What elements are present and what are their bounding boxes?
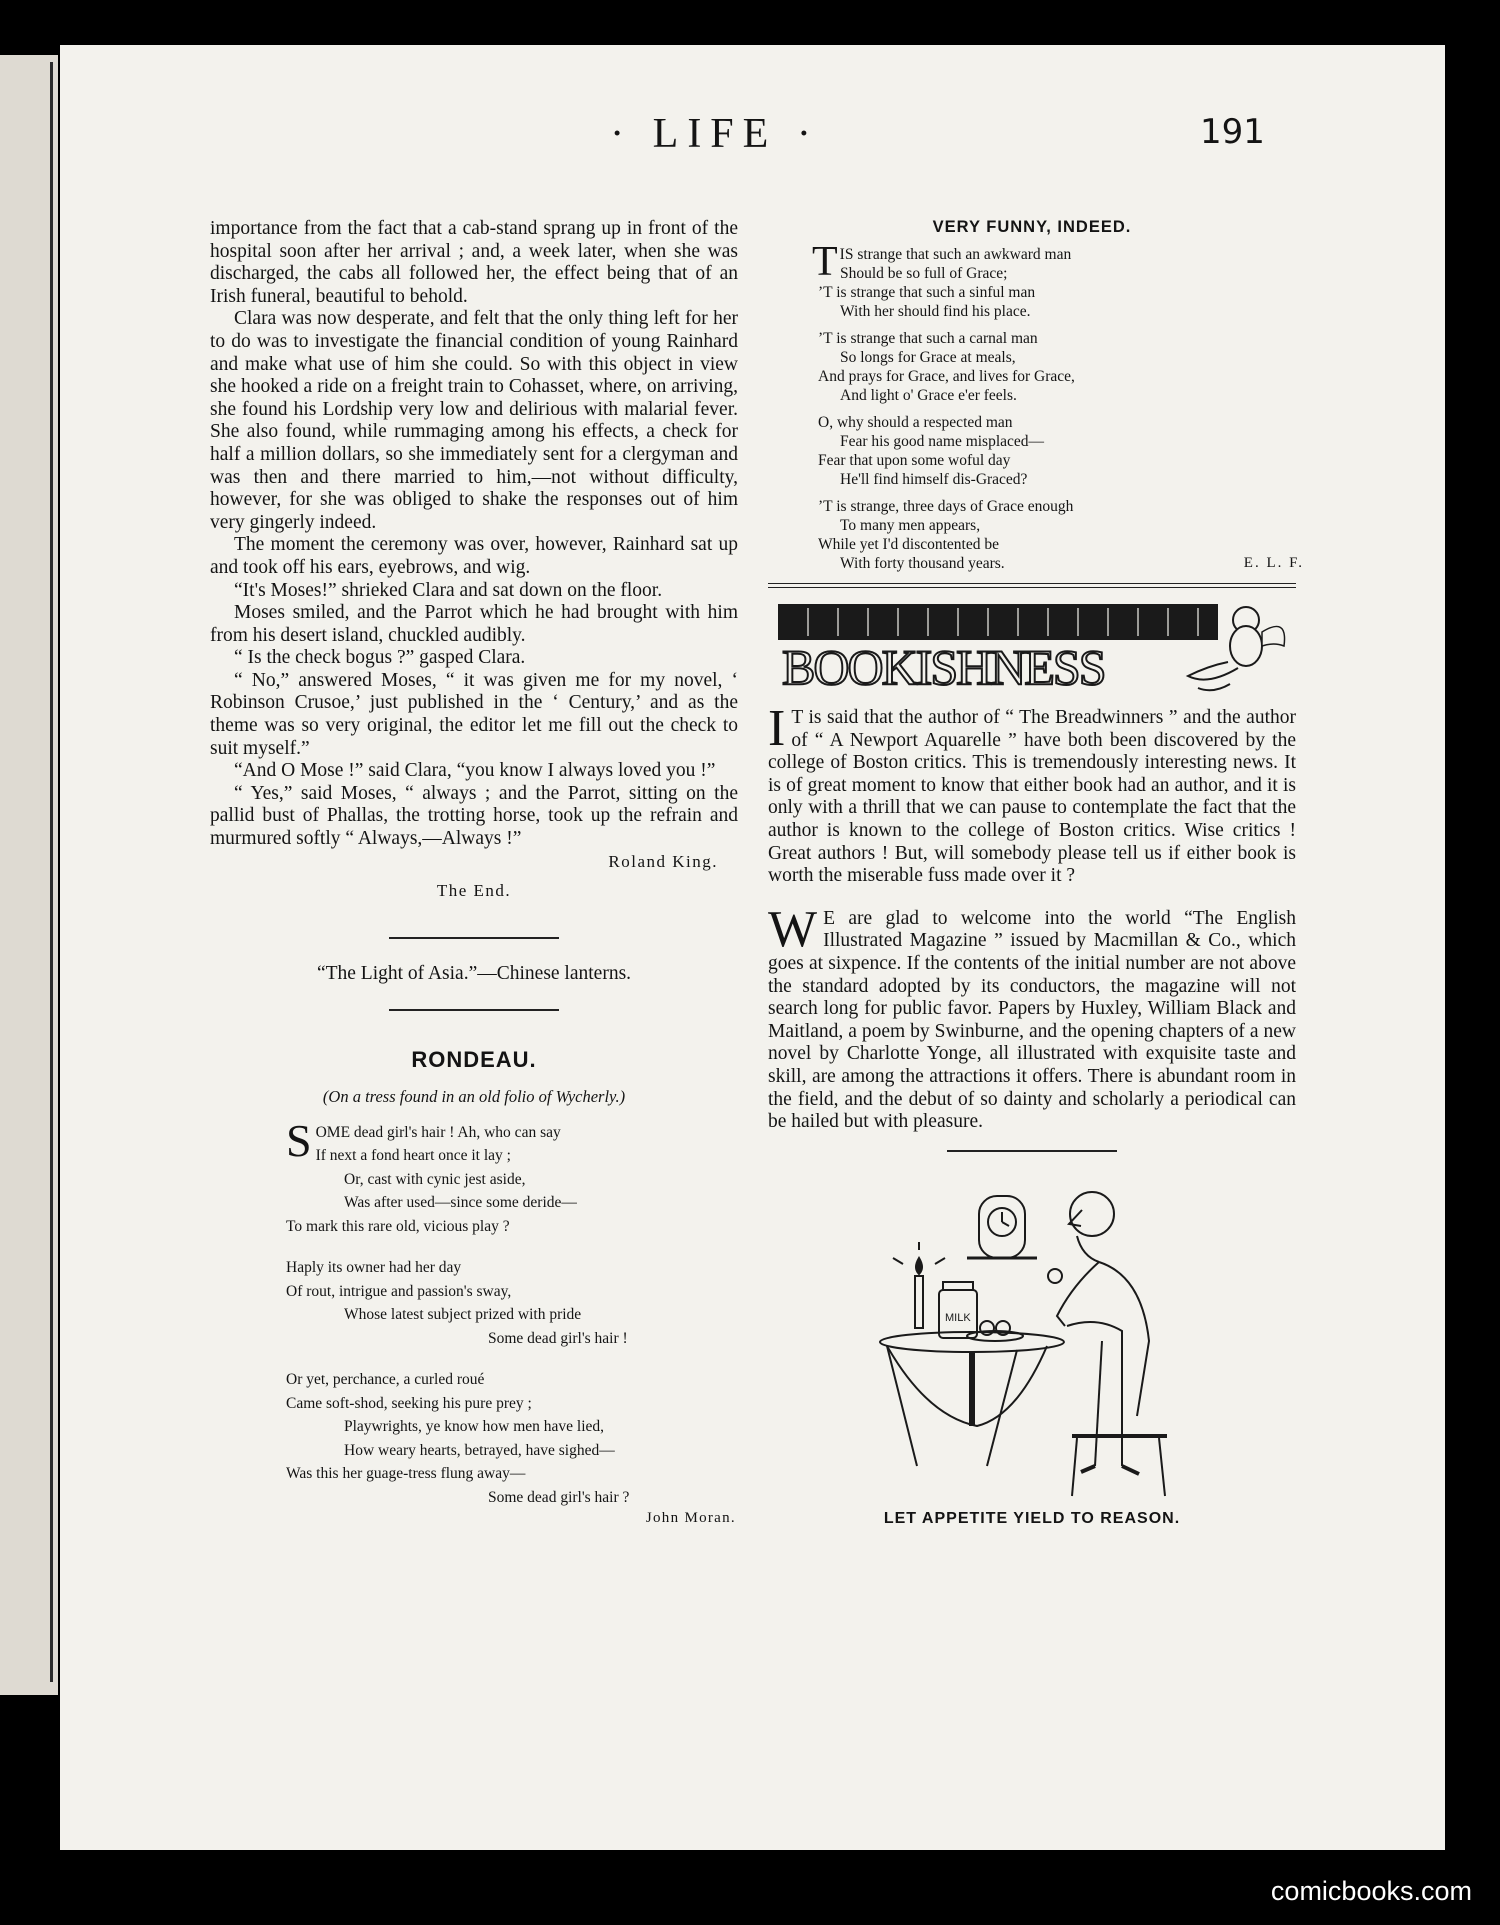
verse-line: Or, cast with cynic jest aside, (344, 1170, 526, 1188)
verse-line: With her should find his place. (840, 303, 1031, 320)
verse-line: ’T is strange that such a carnal man (818, 330, 1038, 347)
bookishness-paragraph (768, 900, 1296, 1134)
verse-line: OME dead girl's hair ! Ah, who can say (315, 1123, 561, 1141)
story-paragraph: Moses smiled, and the Parrot which he had brought with him from his desert island, chuckled audibly. (210, 602, 738, 646)
verse-line: Of rout, intrigue and passion's sway, (286, 1282, 512, 1300)
appetite-illustration (867, 1166, 1197, 1506)
verse-line: How weary hearts, betrayed, have sighed— (344, 1441, 615, 1459)
verse-line: IS strange that such an awkward man (839, 246, 1072, 263)
verse-line: And prays for Grace, and lives for Grace, (818, 368, 1075, 385)
verse-line: With forty thousand years. (840, 555, 1005, 572)
rondeau-subtitle-text: (On a tress found in an old folio of Wycherly.) (322, 1086, 626, 1106)
verse-line: Was after used—since some deride— (344, 1194, 577, 1212)
rondeau-author: John Moran. (645, 1510, 736, 1527)
story-paragraph: “ No,” answered Moses, “ it was given me for my novel, ‘ Robinson Crusoe,’ just published in the ‘ Century,’ and as the theme was so very original, the editor let me fill out the check to suit myself.” (210, 669, 738, 759)
verse-line: Haply its owner had her day (286, 1259, 462, 1277)
illustration-caption: LET APPETITE YIELD TO REASON. (883, 1509, 1181, 1527)
verse-line: ’T is strange, three days of Grace enough (818, 498, 1074, 515)
verse-line: Should be so full of Grace; (840, 265, 1008, 282)
divider-rule (947, 1150, 1117, 1152)
man-head (1070, 1192, 1114, 1236)
poem-author: E. L. F. (1243, 555, 1304, 571)
divider-rule (389, 1009, 559, 1011)
left-column (210, 218, 738, 1527)
poem-verse (768, 239, 1304, 573)
verse-line: If next a fond heart once it lay ; (315, 1147, 511, 1165)
bookishness-banner (768, 596, 1296, 696)
rondeau-verse (210, 1114, 738, 1510)
poem-title: VERY FUNNY, INDEED. (932, 218, 1132, 236)
watermark: comicbooks.com (1270, 1876, 1472, 1906)
verse-line: Came soft-shod, seeking his pure prey ; (286, 1394, 532, 1412)
verse-line-last (818, 554, 1304, 573)
jar-label: MILK (945, 1311, 971, 1324)
right-column (768, 218, 1304, 1528)
double-rule (768, 583, 1296, 588)
page-title: · LIFE · (610, 111, 820, 157)
verse-line: Fear his good name misplaced— (840, 433, 1045, 450)
rondeau-title: RONDEAU. (411, 1046, 537, 1072)
divider-rule (389, 937, 559, 939)
story-author: Roland King. (608, 851, 718, 871)
binding-line (50, 62, 53, 1682)
drop-cap: W (768, 900, 818, 958)
story-paragraph: importance from the fact that a cab-stand sprang up in front of the hospital soon after her arrival ; and, a week later, when she was discharged, the cabs all followed her, the effect being that of an Irish funeral, beautiful to behold. (210, 218, 738, 307)
drop-cap: I (768, 700, 786, 757)
verse-line: And light o' Grace e'er feels. (840, 387, 1017, 404)
rondeau-subtitle (210, 1087, 738, 1107)
verse-line: Playwrights, ye know how men have lied, (344, 1418, 605, 1436)
verse-line: While yet I'd discontented be (818, 536, 999, 553)
candle-icon (915, 1276, 923, 1328)
verse-line: Was this her guage-tress flung away— (286, 1465, 526, 1483)
paragraph-text: E are glad to welcome into the world “The English Illustrated Magazine ” issued by Macmillan & Co., which goes at sixpence. If the contents of the initial number are not above the standard adopted by its conductors, the magazine will not search long for public favor. Papers by Huxley, William Black and Maitland, a poem by Swinburne, and the opening chapters of a new novel by Charlotte Yonge, all illustrated with exquisite taste and skill, are among the attractions it offers. There is abundant room in the field, and the debut of so dainty and scholarly a periodical can be hailed but with pleasure. (768, 907, 1296, 1133)
story-paragraph: “And O Mose !” said Clara, “you know I always loved you !” (234, 760, 716, 782)
verse-line: He'll find himself dis-Graced? (840, 471, 1028, 488)
banner-title: BOOKISHNESS (782, 639, 1105, 695)
man-body (1099, 1262, 1149, 1416)
bookishness-paragraph (768, 700, 1296, 888)
the-end: The End. (436, 880, 512, 900)
drop-cap: S (286, 1114, 312, 1166)
verse-line: Some dead girl's hair ! (488, 1329, 628, 1347)
verse-line: To mark this rare old, vicious play ? (286, 1217, 510, 1235)
verse-line: So longs for Grace at meals, (840, 349, 1016, 366)
clock-icon (979, 1196, 1025, 1258)
story-paragraph: The moment the ceremony was over, however, Rainhard sat up and took off his ears, eyebrows, and wig. (210, 534, 738, 578)
apple-icon (1048, 1269, 1062, 1283)
drop-cap: T (812, 239, 838, 285)
paragraph-text: T is said that the author of “ The Breadwinners ” and the author of “ A Newport Aquarelle ” have both been discovered by the college of Boston critics. This is tremendously interesting news. It is of great moment to know that either book had an author, and it is only with a thrill that we can pause to contemplate the fact that the author is known to the college of Boston critics. Wise critics ! Great authors ! But, will somebody please tell us if either book is worth the miserable fuss made over it ? (768, 707, 1296, 887)
story-paragraph: “It's Moses!” shrieked Clara and sat down on the floor. (234, 579, 663, 601)
story-paragraph: “ Is the check bogus ?” gasped Clara. (234, 647, 526, 669)
verse-line: Whose latest subject prized with pride (344, 1306, 582, 1324)
verse-line: Or yet, perchance, a curled roué (286, 1371, 485, 1389)
verse-line: Fear that upon some woful day (818, 452, 1011, 469)
verse-line: O, why should a respected man (818, 414, 1013, 431)
story-paragraph: “ Yes,” said Moses, “ always ; and the Parrot, sitting on the pallid bust of Phallas, the trotting horse, took up the refrain and murmured softly “ Always,—Always !” (210, 782, 738, 850)
page-number: 191 (1200, 112, 1265, 152)
verse-line: To many men appears, (840, 517, 981, 534)
verse-line: ’T is strange that such a sinful man (818, 284, 1036, 301)
verse-line: Some dead girl's hair ? (488, 1488, 630, 1506)
light-of-asia-joke: “The Light of Asia.”—Chinese lanterns. (316, 962, 632, 984)
story-paragraph: Clara was now desperate, and felt that the only thing left for her to do was to investigate the financial condition of young Rainhard and make what use of him she could. So with this object in view she hooked a ride on a freight train to Cohasset, where, on arriving, she found his Lordship very low and delirious with malarial fever. She also found, while rummaging among his effects, a check for half a million dollars, so she immediately sent for a clergyman and was then and there married to him,—not without difficulty, however, for she was obliged to shake the responses out of him very gingerly indeed. (210, 308, 738, 533)
